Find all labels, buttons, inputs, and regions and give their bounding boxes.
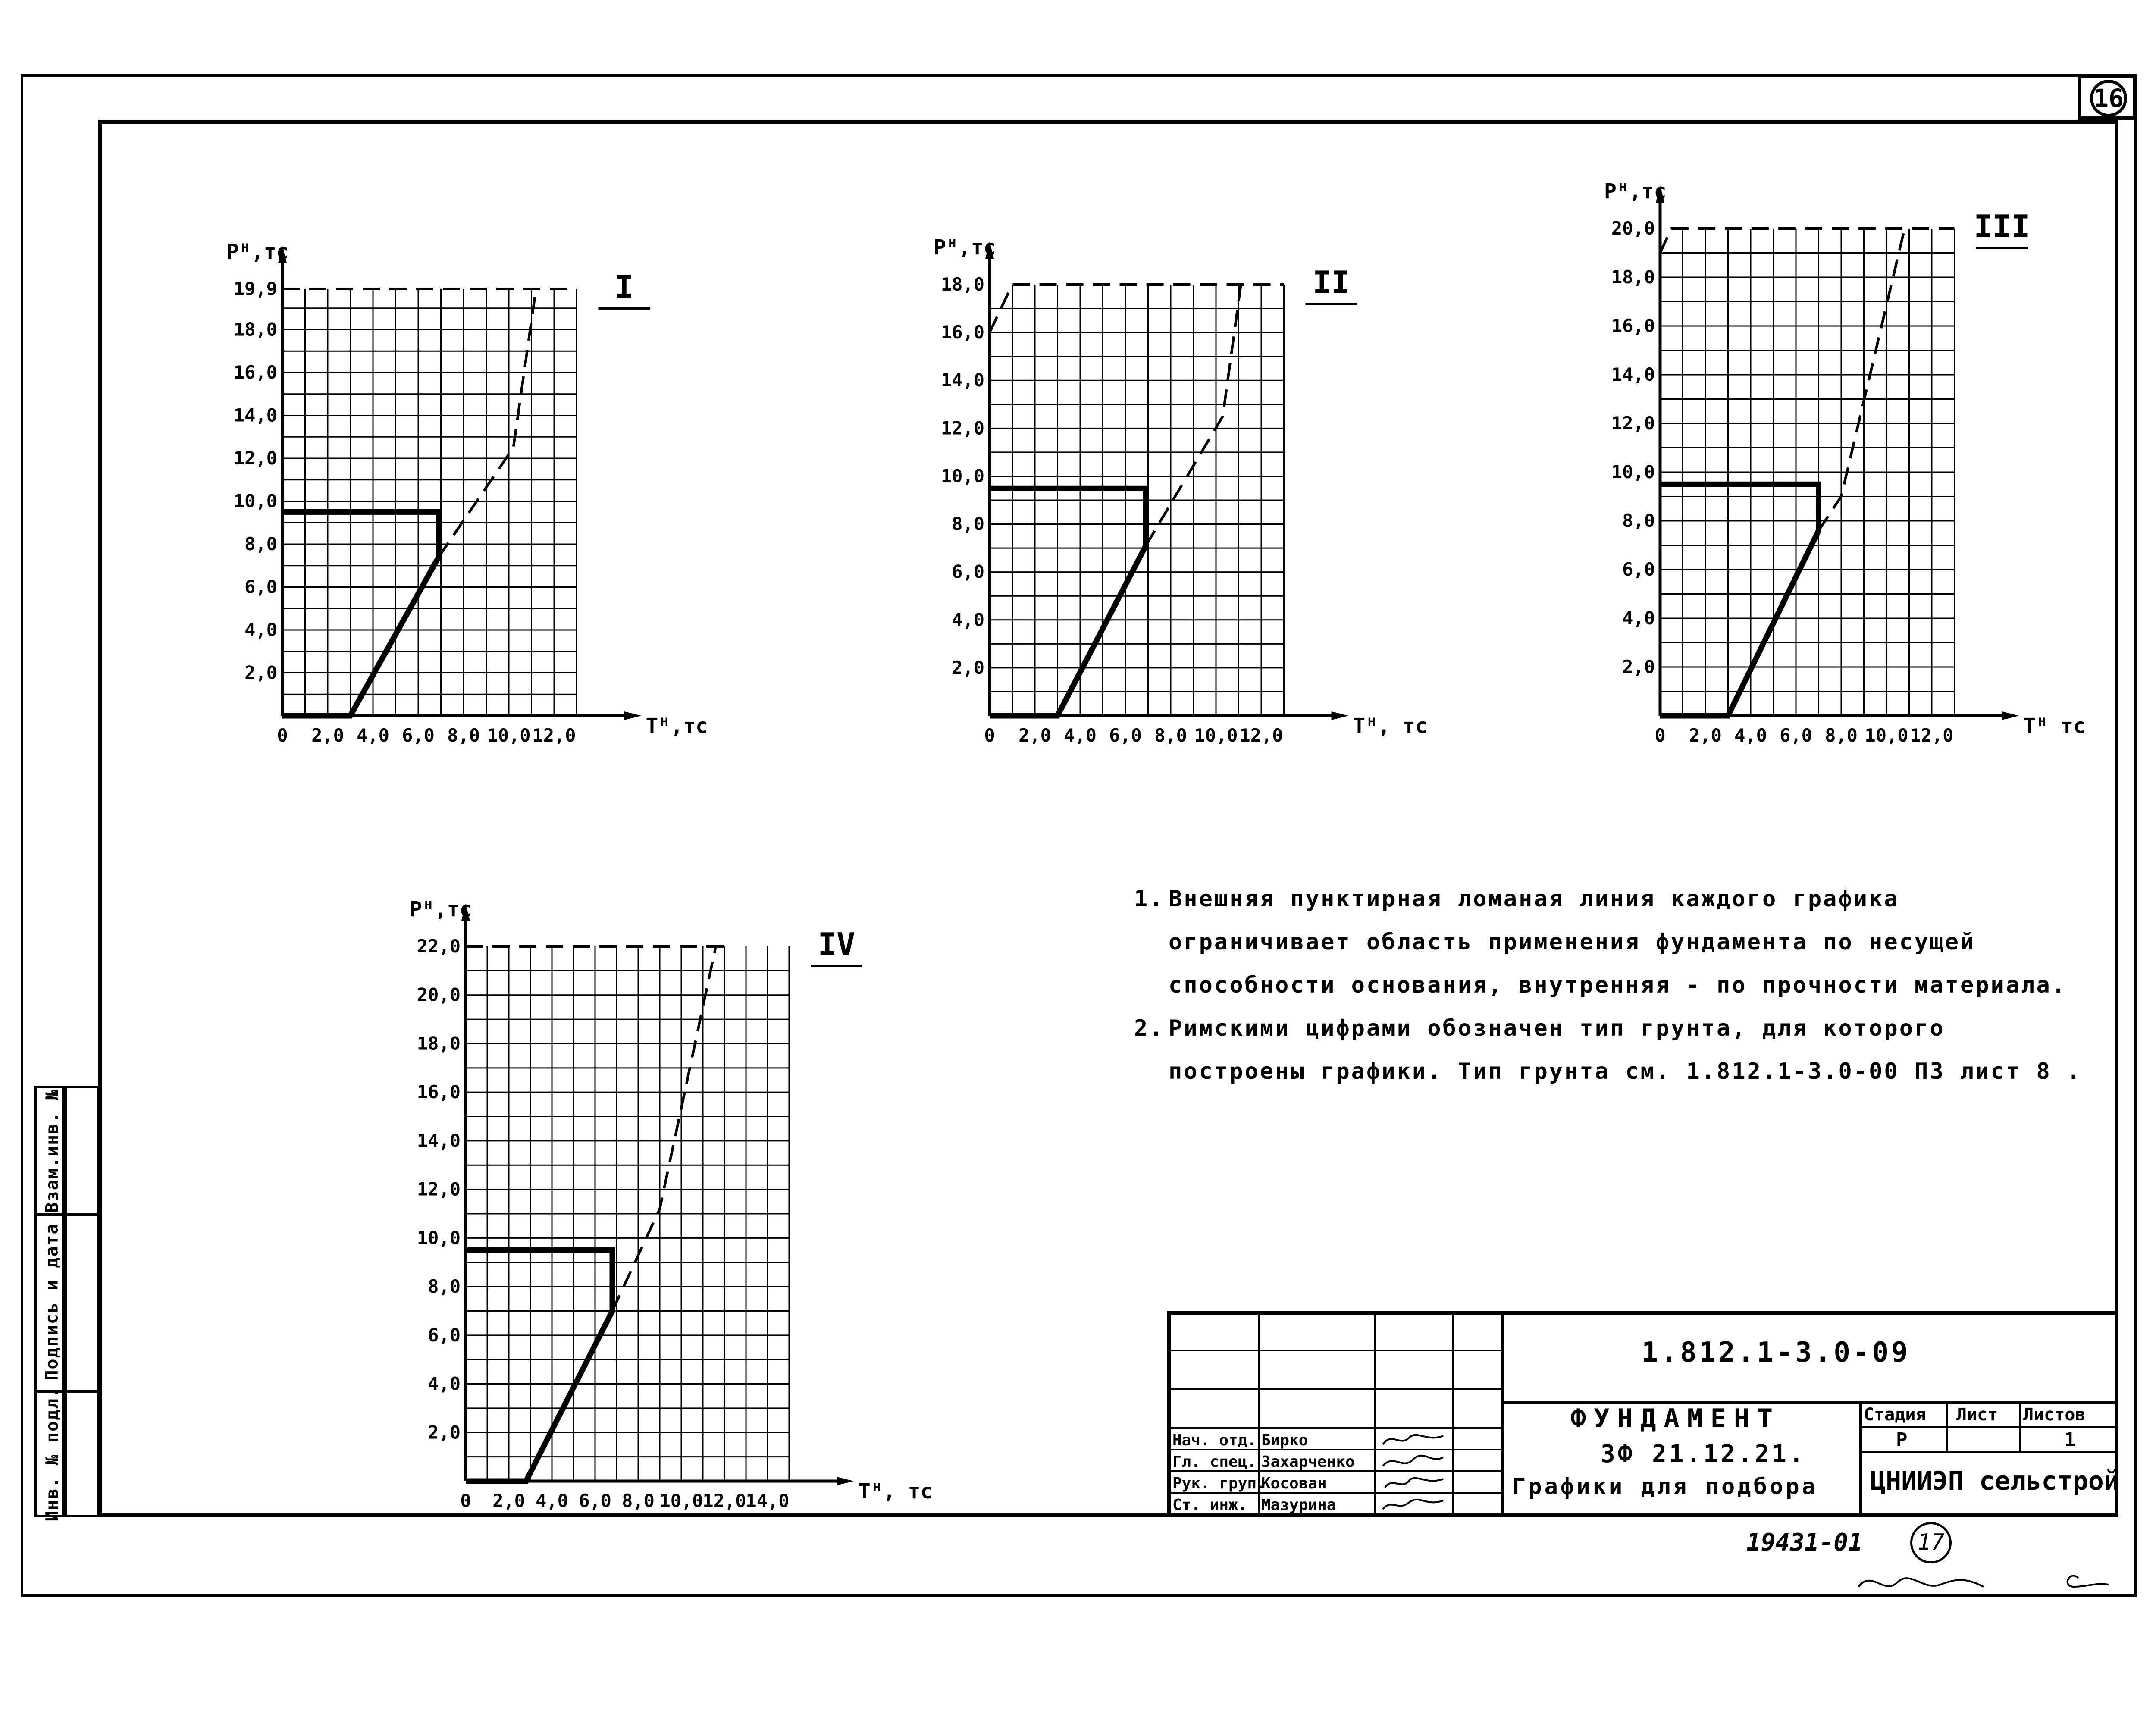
x-tick-label: 4,0 [1064,725,1097,746]
handwritten-signature [1854,1561,2113,1608]
y-tick-label: 22,0 [417,936,461,957]
x-tick-label: 10,0 [1194,725,1238,746]
y-tick-label: 16,0 [940,322,984,343]
role-2: Гл. спец. [1172,1453,1257,1471]
y-tick-label: 16,0 [233,362,277,383]
y-tick-label: 12,0 [417,1178,461,1200]
y-tick-label: 2,0 [428,1422,461,1443]
x-tick-label: 12,0 [702,1490,746,1511]
side-stamp [34,1086,99,1521]
role-1: Нач. отд. [1172,1432,1257,1449]
title-name-line3: Графики для подбора [1512,1474,1818,1500]
x-axis-arrow [624,711,642,720]
sheets-value: 1 [2064,1429,2076,1451]
y-tick-label: 14,0 [940,370,984,391]
chart-title: I [614,269,634,305]
x-tick-label: 14,0 [746,1490,790,1511]
x-tick-label: 2,0 [1018,725,1051,746]
y-tick-label: 4,0 [244,619,277,641]
inventory-number: 19431-01 [1746,1529,1863,1557]
x-tick-label: 0 [460,1490,471,1511]
y-tick-label: 4,0 [952,609,984,630]
x-tick-label: 0 [1655,725,1666,746]
y-tick-label: 18,0 [940,274,984,295]
side-label-signature-date: Подпись и дата [42,1223,62,1381]
sheets-header: Листов [2023,1405,2086,1425]
y-tick-label: 4,0 [1622,608,1655,629]
x-tick-label: 4,0 [536,1490,568,1511]
title-name-line1: ФУНДАМЕНТ [1570,1403,1781,1434]
y-tick-label: 12,0 [940,417,984,439]
y-tick-label: 8,0 [244,533,277,555]
y-tick-label: 14,0 [233,404,277,426]
sheet-number: 16 [2090,80,2127,117]
title-block [1167,1311,2118,1517]
y-tick-label: 20,0 [1611,218,1655,239]
limit-line-bearing-capacity [1660,229,1955,253]
note-2-text: Римскими цифрами обозначен тип грунта, для которого построены графики. Тип грунта см. 1.812.1-3.0-00 ПЗ лист 8 . [1169,1015,2082,1084]
side-label-replaced-inv: Взам.инв. № [42,1089,62,1213]
limit-line-material-strength [282,512,439,716]
limit-line-material-strength [1660,484,1819,716]
x-tick-label: 8,0 [622,1490,655,1511]
x-tick-label: 10,0 [487,725,531,746]
limit-line-bearing-capacity [1819,229,1905,531]
x-tick-label: 6,0 [1109,725,1142,746]
x-tick-label: 8,0 [1825,725,1858,746]
x-tick-label: 8,0 [1154,725,1187,746]
doc-code: 1.812.1-3.0-09 [1642,1337,1911,1369]
x-axis-label: Tᴴ тс [2023,714,2086,738]
name-3: Косован [1261,1475,1327,1492]
y-tick-label: 6,0 [1622,559,1655,580]
y-tick-label: 20,0 [417,984,461,1006]
stage-header: Стадия [1864,1405,1926,1425]
x-tick-label: 2,0 [492,1490,525,1511]
y-tick-label: 8,0 [1622,510,1655,531]
note-1 [1134,877,2091,1007]
limit-line-bearing-capacity [612,946,716,1311]
y-tick-label: 2,0 [244,662,277,683]
stage-value: Р [1896,1429,1908,1451]
x-tick-label: 6,0 [1780,725,1812,746]
y-axis-label: Pᴴ,тс [226,240,289,264]
y-tick-label: 2,0 [952,657,984,678]
x-axis-label: Tᴴ, тс [858,1479,933,1504]
side-stamp-labels [34,1086,65,1521]
y-tick-label: 14,0 [417,1130,461,1151]
chart-title: III [1974,208,2030,244]
x-tick-label: 10,0 [1865,725,1908,746]
x-tick-label: 10,0 [659,1490,703,1511]
x-axis-label: Tᴴ,тс [646,714,708,738]
limit-line-material-strength [990,488,1146,716]
y-tick-label: 2,0 [1622,656,1655,677]
x-tick-label: 0 [277,725,288,746]
x-axis-arrow [837,1477,854,1485]
name-4: Мазурина [1261,1496,1336,1514]
title-name-line2: 3Ф 21.12.21. [1601,1440,1806,1468]
y-tick-label: 16,0 [417,1081,461,1103]
notes [1134,877,2091,1093]
y-axis-label: Pᴴ,тс [1604,179,1667,204]
chart-soil-type-I [207,164,768,767]
name-2: Захарченко [1261,1453,1355,1471]
note-1-number: 1. [1134,886,1165,912]
y-tick-label: 10,0 [1611,461,1655,482]
y-tick-label: 10,0 [417,1227,461,1249]
y-tick-label: 18,0 [233,319,277,340]
y-axis-label: Pᴴ,тс [410,897,472,921]
role-3: Рук. груп. [1172,1475,1266,1492]
x-axis-label: Tᴴ, тс [1353,714,1428,738]
x-tick-label: 12,0 [1910,725,1954,746]
signatures-image [1379,1429,1450,1516]
y-tick-label: 6,0 [952,561,984,583]
y-tick-label: 12,0 [233,448,277,469]
x-tick-label: 0 [984,725,995,746]
x-tick-label: 6,0 [579,1490,611,1511]
side-label-inv-no: Инв. № подл. [42,1386,63,1521]
side-stamp-values [65,1086,99,1517]
chart-soil-type-IV [384,862,987,1535]
x-axis-arrow [2002,711,2019,720]
y-tick-label: 14,0 [1611,364,1655,385]
x-tick-label: 12,0 [532,725,576,746]
y-tick-label: 18,0 [1611,266,1655,288]
copy-number: 17 [1910,1522,1952,1563]
organization: ЦНИИЭП сельстрой [1870,1466,2119,1496]
chart-soil-type-III [1583,142,2143,767]
name-1: Бирко [1261,1432,1308,1449]
x-axis-arrow [1332,711,1349,720]
y-tick-label: 8,0 [428,1276,461,1297]
x-tick-label: 6,0 [402,725,435,746]
chart-title: II [1313,264,1350,301]
y-axis-label: Pᴴ,тс [934,235,996,260]
note-2 [1134,1007,2091,1093]
x-tick-label: 2,0 [311,725,344,746]
x-tick-label: 8,0 [447,725,480,746]
chart-title: IV [818,926,856,962]
y-tick-label: 10,0 [940,465,984,487]
note-2-number: 2. [1134,1015,1165,1041]
y-tick-label: 6,0 [428,1324,461,1346]
role-4: Ст. инж. [1172,1496,1247,1514]
y-tick-label: 6,0 [244,576,277,598]
y-tick-label: 18,0 [417,1033,461,1054]
chart-soil-type-II [910,181,1470,785]
y-tick-label: 19,9 [233,278,277,299]
y-tick-label: 12,0 [1611,413,1655,434]
note-1-text: Внешняя пунктирная ломаная линия каждого графика ограничивает область применения фундамента по несущей способности основания, внутренняя - по прочности материала. [1169,886,2067,998]
x-tick-label: 2,0 [1689,725,1722,746]
y-tick-label: 16,0 [1611,315,1655,336]
x-tick-label: 12,0 [1239,725,1283,746]
x-tick-label: 4,0 [357,725,389,746]
x-tick-label: 4,0 [1734,725,1767,746]
y-tick-label: 8,0 [952,513,984,535]
y-tick-label: 10,0 [233,490,277,512]
sheet-header: Лист [1956,1405,1998,1425]
y-tick-label: 4,0 [428,1373,461,1394]
